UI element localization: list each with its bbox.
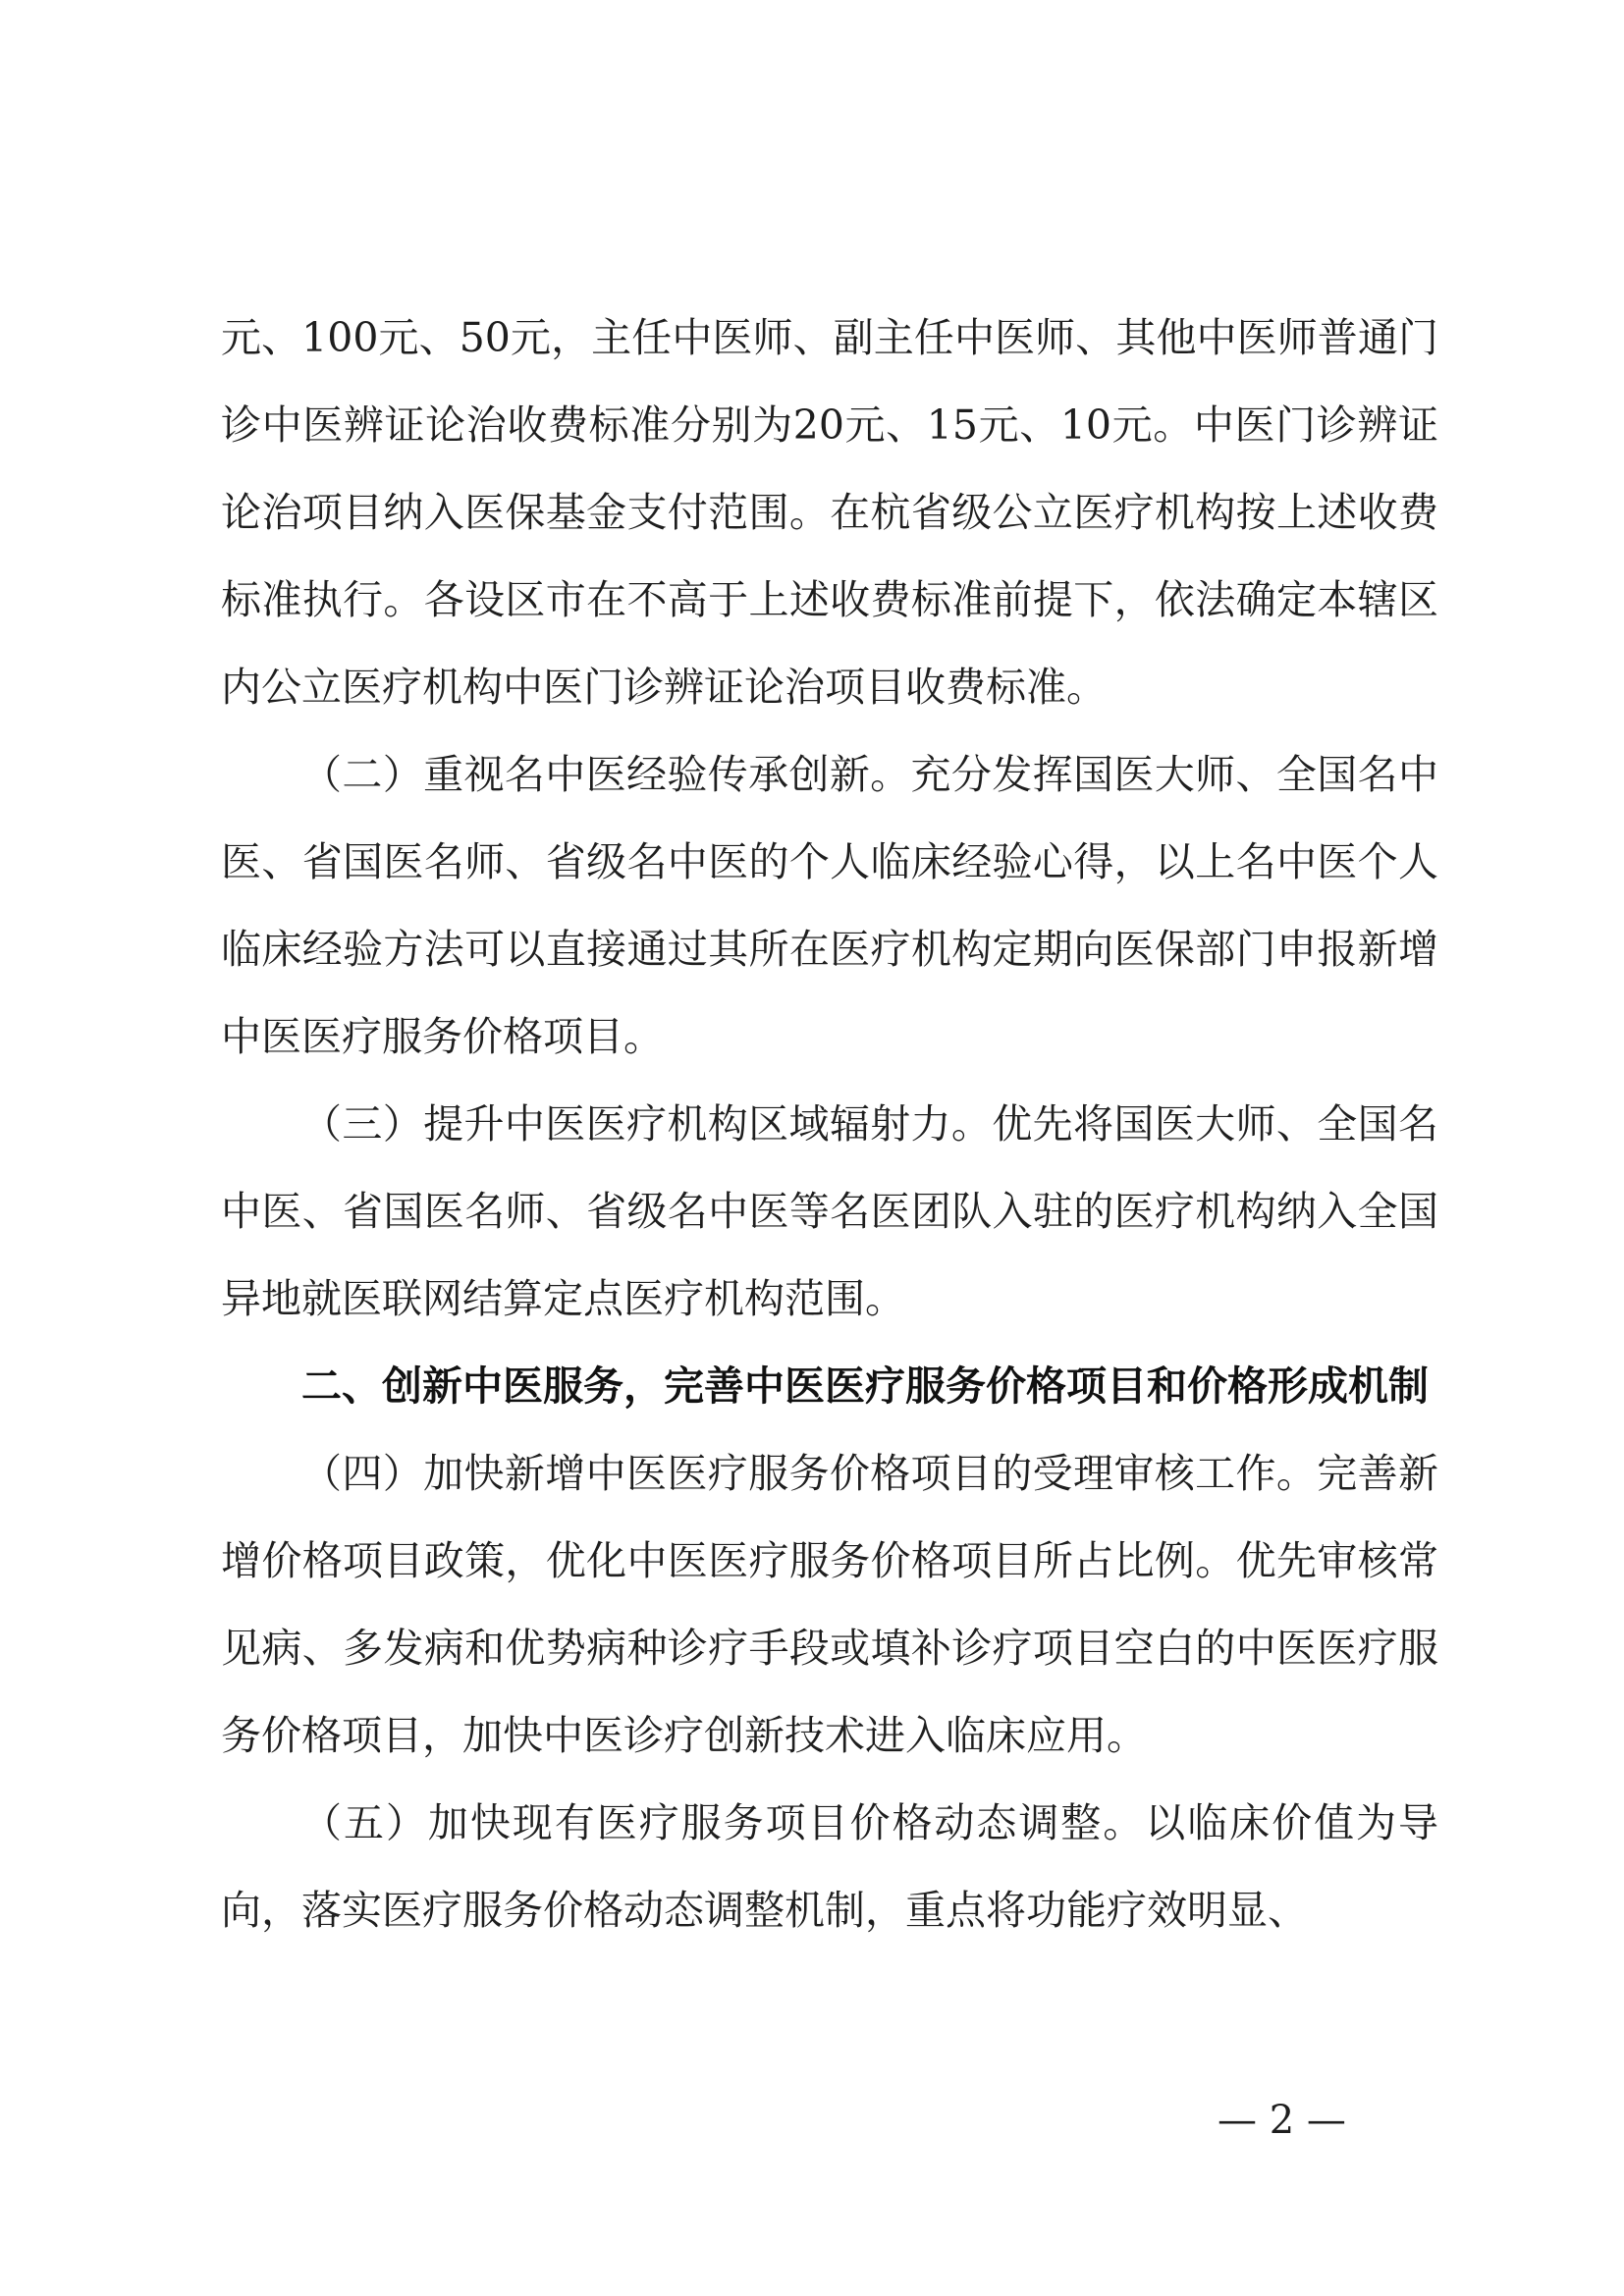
document-body	[221, 294, 1438, 1954]
paragraph-section-3: （三）提升中医医疗机构区域辐射力。优先将国医大师、全国名中医、省国医名师、省级名中医等名医团队入驻的医疗机构纳入全国异地就医联网结算定点医疗机构范围。	[221, 1100, 1438, 1322]
paragraph-section-5: （五）加快现有医疗服务项目价格动态调整。以临床价值为导向，落实医疗服务价格动态调整机制，重点将功能疗效明显、	[221, 1799, 1438, 1934]
paragraph-section-2: （二）重视名中医经验传承创新。充分发挥国医大师、全国名中医、省国医名师、省级名中医的个人临床经验心得，以上名中医个人临床经验方法可以直接通过其所在医疗机构定期向医保部门申报新增中医医疗服务价格项目。	[221, 751, 1438, 1060]
paragraph-section-4: （四）加快新增中医医疗服务价格项目的受理审核工作。完善新增价格项目政策，优化中医医疗服务价格项目所占比例。优先审核常见病、多发病和优势病种诊疗手段或填补诊疗项目空白的中医医疗服务价格项目，加快中医诊疗创新技术进入临床应用。	[221, 1450, 1438, 1759]
section-heading-2: 二、创新中医服务，完善中医医疗服务价格项目和价格形成机制	[301, 1362, 1429, 1410]
page-number: — 2 —	[1218, 2098, 1346, 2143]
paragraph-fee-standards: 元、100元、50元，主任中医师、副主任中医师、其他中医师普通门诊中医辨证论治收费标准分别为20元、15元、10元。中医门诊辨证论治项目纳入医保基金支付范围。在杭省级公立医疗机构按上述收费标准执行。各设区市在不高于上述收费标准前提下，依法确定本辖区内公立医疗机构中医门诊辨证论治项目收费标准。	[221, 314, 1438, 711]
